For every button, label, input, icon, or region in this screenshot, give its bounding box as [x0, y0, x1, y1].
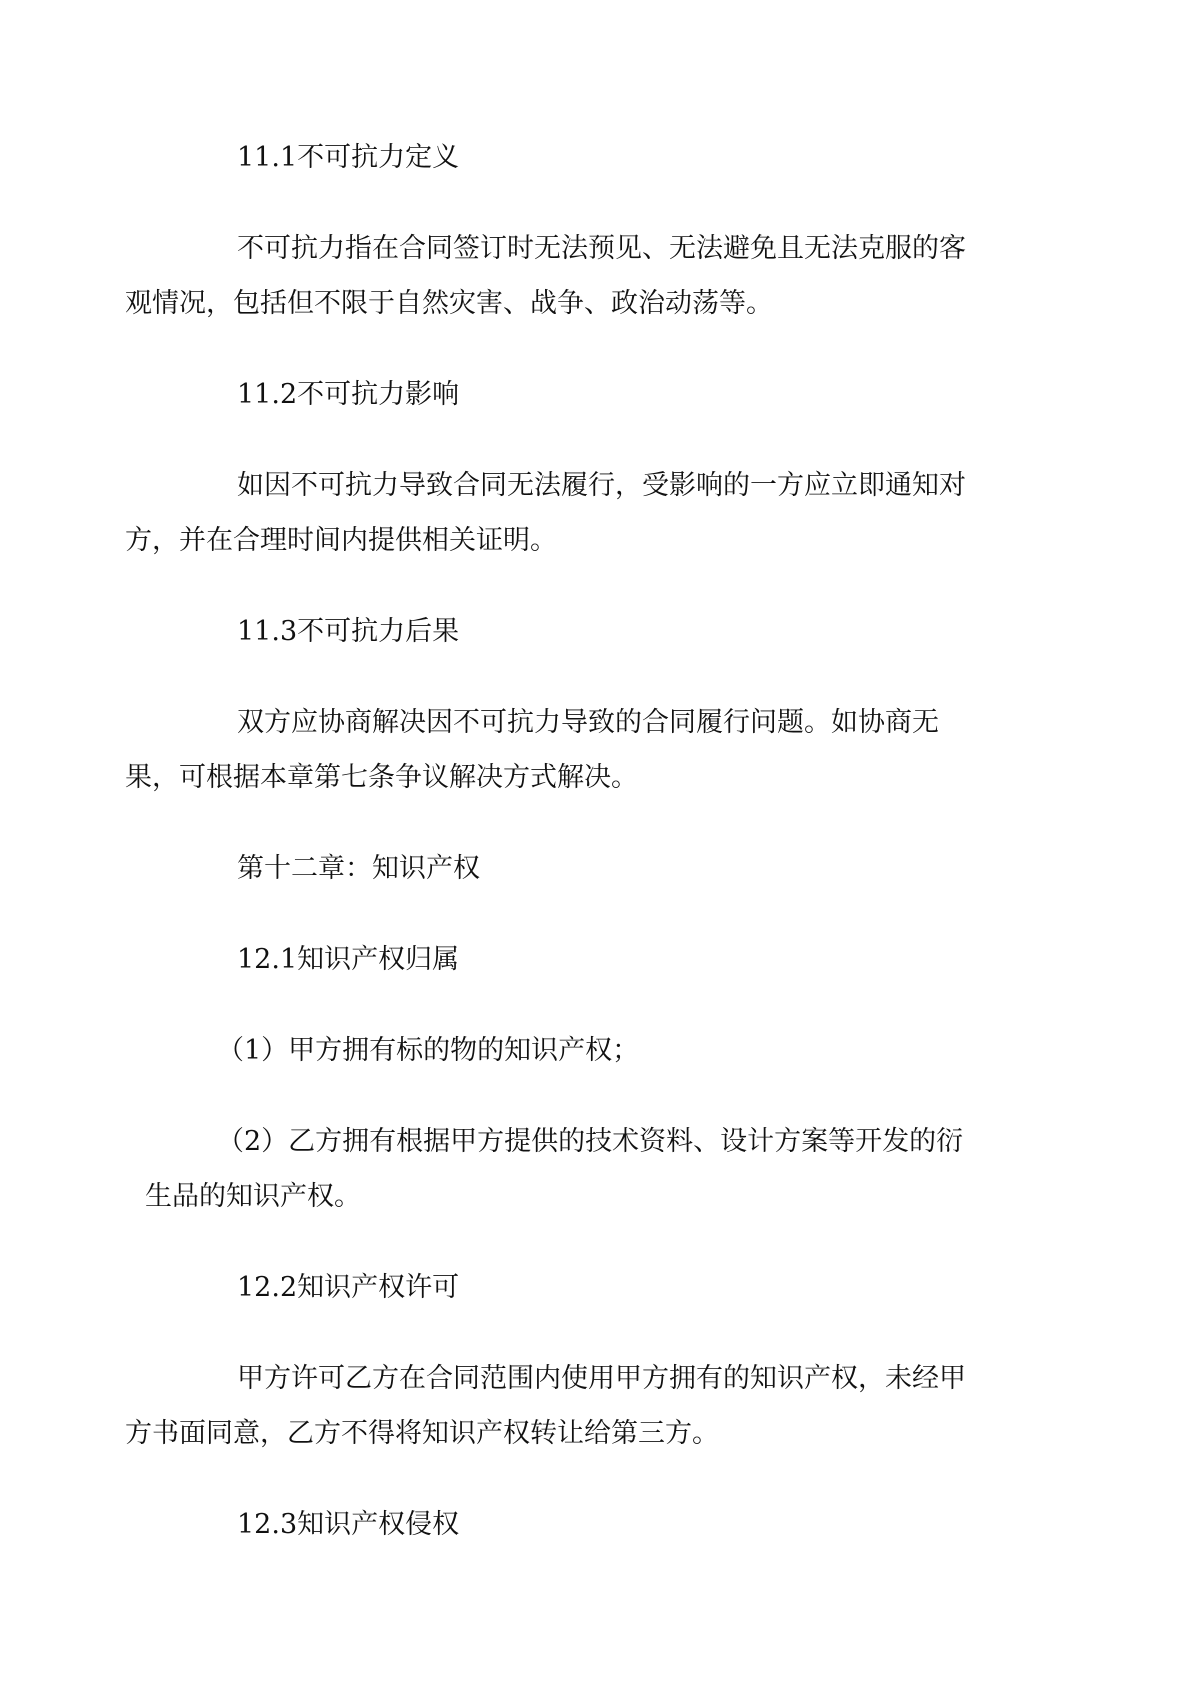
text-line: 双方应协商解决因不可抗力导致的合同履行问题。如协商无 [237, 707, 939, 738]
text-line: 生品的知识产权。 [145, 1181, 361, 1212]
section-heading-11-2 [181, 367, 1021, 422]
text-line: 12.1知识产权归属 [237, 944, 460, 975]
paragraph-force-majeure-definition [125, 221, 1021, 331]
section-heading-12-3 [181, 1497, 1021, 1552]
text-line: 方书面同意，乙方不得将知识产权转让给第三方。 [125, 1418, 719, 1449]
section-heading-11-1 [181, 130, 1021, 185]
text-line: 12.3知识产权侵权 [237, 1509, 460, 1540]
list-item-1 [181, 1023, 1021, 1078]
text-line: 不可抗力指在合同签订时无法预见、无法避免且无法克服的客 [237, 233, 966, 264]
section-heading-12-1 [181, 932, 1021, 987]
text-line: （1）甲方拥有标的物的知识产权； [217, 1035, 640, 1066]
text-line: 方，并在合理时间内提供相关证明。 [125, 525, 557, 556]
text-line: 11.2不可抗力影响 [237, 379, 460, 410]
section-heading-12-2 [181, 1260, 1021, 1315]
text-line: （2）乙方拥有根据甲方提供的技术资料、设计方案等开发的衍 [217, 1126, 964, 1157]
paragraph-ip-license [125, 1351, 1021, 1461]
paragraph-force-majeure-impact [125, 458, 1021, 568]
text-line: 11.3不可抗力后果 [237, 616, 460, 647]
text-line: 如因不可抗力导致合同无法履行，受影响的一方应立即通知对 [237, 470, 966, 501]
text-line: 第十二章：知识产权 [237, 853, 480, 884]
text-line: 观情况，包括但不限于自然灾害、战争、政治动荡等。 [125, 288, 773, 319]
chapter-heading-12 [181, 841, 1021, 896]
document-body [125, 130, 1021, 1588]
paragraph-force-majeure-consequence [125, 695, 1021, 805]
list-item-2 [145, 1114, 1021, 1224]
text-line: 果，可根据本章第七条争议解决方式解决。 [125, 762, 638, 793]
text-line: 11.1不可抗力定义 [237, 142, 460, 173]
section-heading-11-3 [181, 604, 1021, 659]
text-line: 甲方许可乙方在合同范围内使用甲方拥有的知识产权，未经甲 [237, 1363, 966, 1394]
text-line: 12.2知识产权许可 [237, 1272, 460, 1303]
